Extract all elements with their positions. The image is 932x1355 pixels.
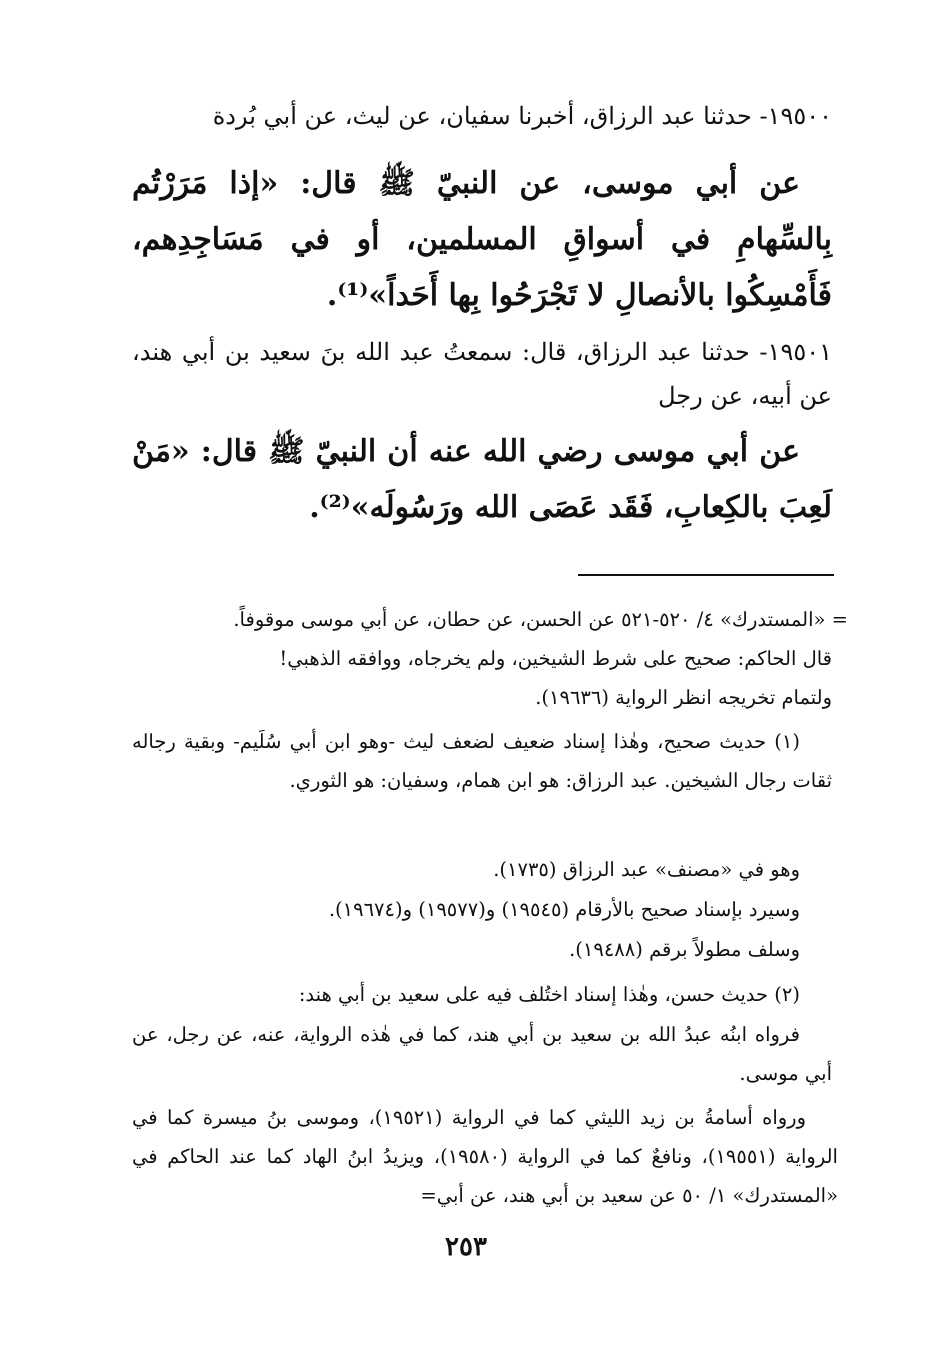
footnote-2-second-narration: ورواه أسامةُ بن زيد الليثي كما في الرواية (١٩٥٢١)، وموسى بنُ ميسرة كما في الرواية (١٩٥٥١)، ونافعٌ كما في الرواية (١٩٥٨٠)، ويزيدُ ابنُ الهاد كما عند الحاكم في «المستدرك» ١/ ٥٠ عن سعيد بن أبي هند، عن أبي= bbox=[132, 1106, 838, 1207]
footnote-2-main: (٢) حديث حسن، وهٰذا إسناد اختُلف فيه على سعيد بن أبي هند: bbox=[298, 983, 800, 1006]
hadith-19500-matn: عن أبي موسى، عن النبيّ ﷺ قال: «إذا مَرَرْتُم بِالسِّهامِ في أسواقِ المسلمين، أو في مَسَاجِدِهم، فَأَمْسِكُوا بالأنصالِ لا تَجْرَحُوا بِها أَحَداً»⁽¹⁾. bbox=[132, 166, 832, 313]
hadith-19500-isnad: ١٩٥٠٠- حدثنا عبد الرزاق، أخبرنا سفيان، عن ليث، عن أبي بُردة bbox=[212, 102, 832, 130]
footnote-1-main: (١) حديث صحيح، وهٰذا إسناد ضعيف لضعف ليث -وهو ابن أبي سُلَيم- وبقية رجاله ثقات رجال الشيخين. عبد الرزاق: هو ابن همام، وسفيان: هو الثوري. bbox=[132, 730, 832, 792]
footnote-continuation-line1: = «المستدرك» ٤/ ٥٢٠-٥٢١ عن الحسن، عن حطان، عن أبي موسى موقوفاً. bbox=[233, 608, 848, 631]
footnote-continuation-line3: ولتمام تخريجه انظر الرواية (١٩٦٣٦). bbox=[535, 686, 832, 709]
hadith-19501-isnad: ١٩٥٠١- حدثنا عبد الرزاق، قال: سمعتُ عبد الله بنَ سعيد بن أبي هند، عن أبيه، عن رجل bbox=[132, 338, 832, 410]
footnote-1-forward-refs: وسيرد بإسناد صحيح بالأرقام (١٩٥٤٥) و(١٩٥٧٧) و(١٩٦٧٤). bbox=[328, 898, 800, 921]
footnote-continuation-line2: قال الحاكم: صحيح على شرط الشيخين، ولم يخرجاه، ووافقه الذهبي! bbox=[279, 647, 832, 670]
footnote-1-source: وهو في «مصنف» عبد الرزاق (١٧٣٥). bbox=[493, 858, 800, 881]
footnote-1-back-ref: وسلف مطولاً برقم (١٩٤٨٨). bbox=[569, 938, 800, 961]
footnote-separator bbox=[578, 574, 834, 576]
footnote-2-first-narration: فرواه ابنُه عبدُ الله بن سعيد بن أبي هند، كما في هٰذه الرواية، عنه، عن رجل، عن أبي موسى. bbox=[132, 1023, 832, 1085]
page-number: ٢٥٣ bbox=[445, 1232, 487, 1262]
hadith-19501-matn: عن أبي موسى رضي الله عنه أن النبيّ ﷺ قال: «مَنْ لَعِبَ بالكِعابِ، فَقَد عَصَى الله ورَسُولَه»⁽²⁾. bbox=[132, 434, 832, 525]
